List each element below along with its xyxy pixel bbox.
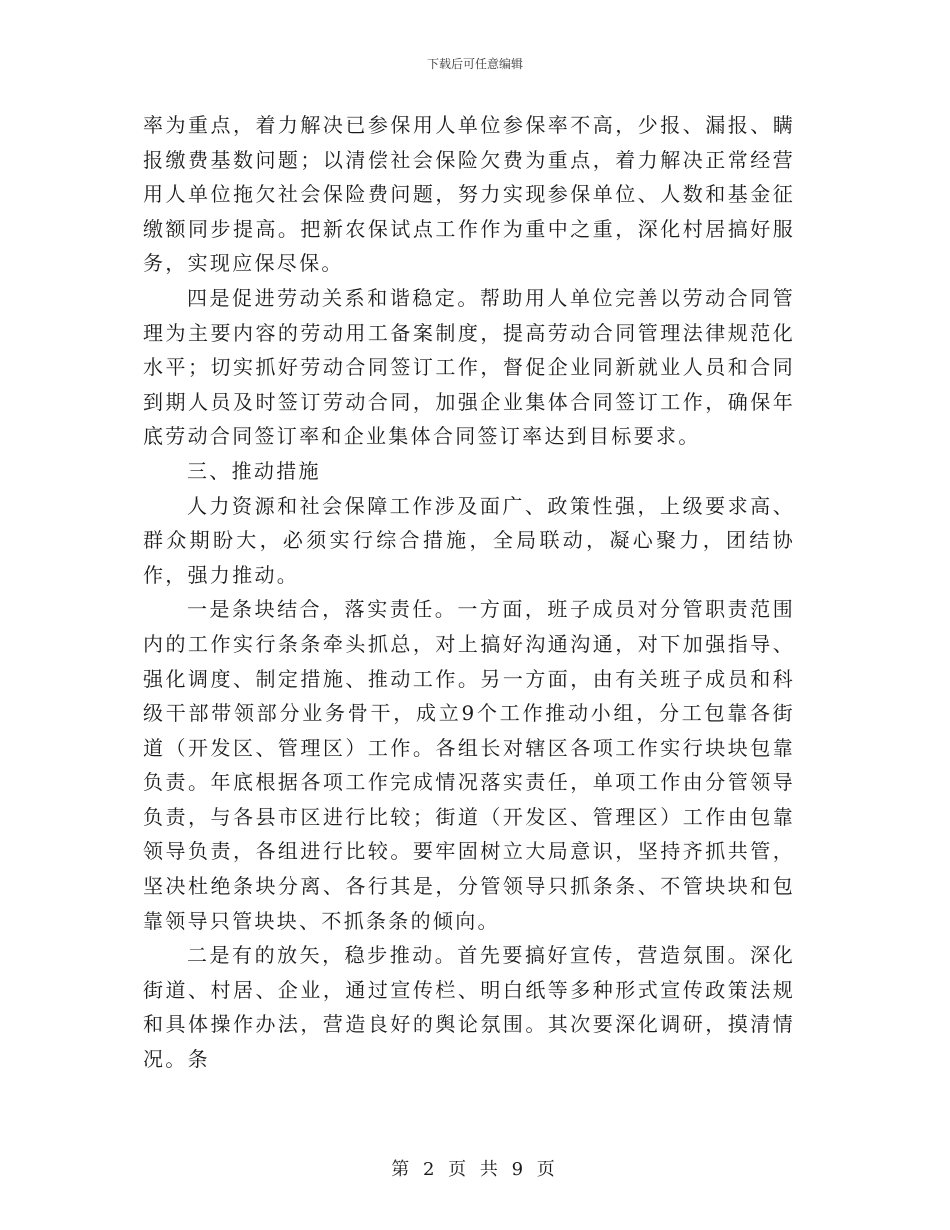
- paragraph-5: 二是有的放矢，稳步推动。首先要搞好宣传，营造氛围。深化街道、村居、企业，通过宣传栏、明白纸等多种形式宣传政策法规和具体操作办法，营造良好的舆论氛围。其次要深化调研，摸清情况。条: [143, 943, 795, 1072]
- paragraph-1: 率为重点，着力解决已参保用人单位参保率不高，少报、漏报、瞒报缴费基数问题；以清偿社会保险欠费为重点，着力解决正常经营用人单位拖欠社会保险费问题，努力实现参保单位、人数和基金征缴额同步提高。把新农保试点工作作为重中之重，深化村居搞好服务，实现应保尽保。: [143, 113, 795, 276]
- paragraph-4: 一是条块结合，落实责任。一方面，班子成员对分管职责范围内的工作实行条条牵头抓总，对上搞好沟通沟通，对下加强指导、强化调度、制定措施、推动工作。另一方面，由有关班子成员和科级干部带领部分业务骨干，成立9个工作推动小组，分工包靠各街道（开发区、管理区）工作。各组长对辖区各项工作实行块块包靠负责。年底根据各项工作完成情况落实责任，单项工作由分管领导负责，与各县市区进行比较；街道（开发区、管理区）工作由包靠领导负责，各组进行比较。要牢固树立大局意识，坚持齐抓共管，坚决杜绝条块分离、各行其是，分管领导只抓条条、不管块块和包靠领导只管块块、不抓条条的倾向。: [143, 597, 795, 933]
- page-number: 第 2 页 共 9 页: [391, 1159, 559, 1180]
- document-body: [143, 108, 795, 1077]
- paragraph-3: 人力资源和社会保障工作涉及面广、政策性强，上级要求高、群众期盼大，必须实行综合措施，全局联动，凝心聚力，团结协作，强力推动。: [143, 493, 795, 587]
- page-header-note: 下载后可任意编辑: [426, 57, 523, 71]
- paragraph-2: 四是促进劳动关系和谐稳定。帮助用人单位完善以劳动合同管理为主要内容的劳动用工备案制度，提高劳动合同管理法律规范化水平；切实抓好劳动合同签订工作，督促企业同新就业人员和合同到期人员及时签订劳动合同，加强企业集体合同签订工作，确保年底劳动合同签订率和企业集体合同签订率达到目标要求。: [143, 285, 795, 449]
- section-heading: 三、推动措施: [187, 458, 321, 483]
